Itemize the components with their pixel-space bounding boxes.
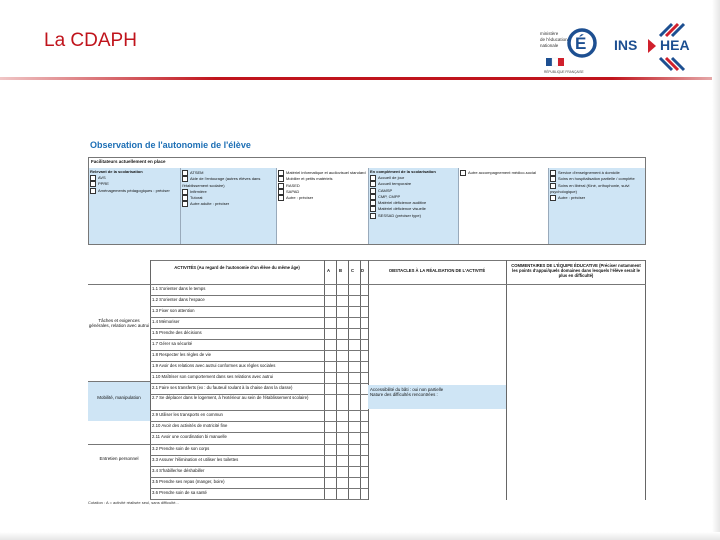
group-label-mobilite: Mobilité, manipulation [88,381,150,421]
facil-col-head: Relevant de la scolarisation [90,169,143,174]
facil-item: Soins en libéral (Kiné, orthophonie, suivi psychologique) [550,182,630,194]
activity-row: 1.10 Maîtriser son comportement dans ses relations avec autrui [152,374,274,379]
activity-row: 1.8 Respecter les règles de vie [152,352,211,357]
grid-line [150,328,368,329]
checkbox[interactable] [370,188,376,194]
grid-line [645,260,646,500]
activity-row: 1.3 Fixer son attention [152,308,195,313]
checkbox[interactable] [370,175,376,181]
facil-col-6 [549,168,645,244]
checkbox[interactable] [90,175,96,181]
facil-item: Mobilier et petits matériels [277,176,368,182]
checkbox[interactable] [278,176,284,182]
grid-line [368,260,369,500]
activity-row: 2.7 Se déplacer dans le logement, à l'extérieur au sein de l'établissement scolaire) [152,395,309,400]
facil-item: Tutorat [181,195,276,201]
accessibility-nature: Nature des difficultés rencontrées : [370,392,438,397]
grid-line [336,260,337,500]
facil-item: Soins en hospitalisation partielle / complète [549,176,645,182]
facil-item: Matériel informatique et audiovisuel standard [277,170,368,176]
checkbox[interactable] [370,181,376,187]
facilitateurs-title: Facilitateurs actuellement en place [91,159,166,164]
inshea-text-2: HEA [660,37,690,53]
inshea-logo [610,18,710,72]
commentaires-header: COMMENTAIRES DE L'ÉQUIPE ÉDUCATIVE (Préciser notamment les points d'appui/quels domaines dans lesquels l'élève serait le plus en difficulté) [511,263,641,278]
grid-line [150,284,368,285]
inshea-text-1: INS [614,37,638,53]
grid-line [348,260,349,500]
checkbox[interactable] [182,176,188,182]
grid-line [324,260,325,500]
activity-row: 3.4 S'habiller/se déshabiller [152,468,205,473]
checkbox[interactable] [278,189,284,195]
checkbox[interactable] [182,189,188,195]
grid-line [150,499,368,500]
obstacles-header: OBSTACLES À LA RÉALISATION DE L'ACTIVITÉ [388,268,486,273]
activities-grid [88,260,646,500]
facil-item: Infirmière [181,189,276,195]
activity-row: 1.5 Prendre des décisions [152,330,202,335]
grid-line [150,260,151,500]
checkbox[interactable] [278,170,284,176]
checkbox[interactable] [90,188,96,194]
grid-line [88,444,150,445]
activity-row: 3.2 Prendre soin de son corps [152,446,210,451]
facil-item: CAMSP [369,188,458,194]
checkbox[interactable] [278,195,284,201]
observation-document [88,140,648,505]
checkbox[interactable] [182,201,188,207]
accessibility-label: Accessibilité du bâti : oui non partielle [370,387,444,392]
grid-line [150,432,368,433]
slide-title: La CDAPH [44,30,137,51]
grid-line [150,372,368,373]
checkbox[interactable] [550,183,556,189]
checkbox[interactable] [370,206,376,212]
facil-col-2 [181,168,277,244]
facil-item: CMP, CMPP [369,194,458,200]
facil-item: Aide de l'entourage (autres élèves dans l'établissement scolaire) [182,176,261,188]
facil-item: PPRE [89,181,180,187]
checkbox[interactable] [370,194,376,200]
facil-item: Autre : préciser [549,195,645,201]
facil-item: Aménagements pédagogiques : préciser [89,188,180,194]
facil-item: AVS [89,175,180,181]
activity-row: 2.10 Avoir des activités de motricité fine [152,423,228,428]
checkbox[interactable] [182,195,188,201]
grid-line [368,284,646,285]
facil-col-5 [459,168,549,244]
grid-line [150,306,368,307]
facil-item: ATSEM [181,170,276,176]
checkbox[interactable] [460,170,466,176]
facilitateurs-box [88,157,646,245]
grid-line [360,260,361,500]
checkbox[interactable] [370,200,376,206]
col-a-header: A [327,268,331,273]
activity-row: 2.11 Avoir une coordination bi manuelle [152,434,227,439]
checkbox[interactable] [550,170,556,176]
col-b-header: B [339,268,343,273]
grid-line [88,381,150,382]
facil-item: SAPAD [277,189,368,195]
ministere-logo [540,24,618,76]
facil-col-head: En complément de la scolarisation [370,169,436,174]
ministere-line-3: nationale [540,43,559,48]
facil-item: Matériel déficience visuelle [369,206,458,212]
slide-shadow [712,0,720,540]
grid-line [150,488,368,489]
grid-line [150,383,368,384]
group-label-entretien: Entretien personnel [99,456,139,461]
activity-row: 1.4 Mémoriser [152,319,180,324]
grid-line [150,421,368,422]
grid-line [150,260,646,261]
checkbox[interactable] [90,181,96,187]
grid-line [150,394,368,395]
activity-row: 3.3 Assurer l'élimination et utiliser les toilettes [152,457,239,462]
grid-line [150,361,368,362]
ministere-line-2: de l'éducation [540,37,568,42]
slide-shadow [0,532,720,540]
grid-line [150,466,368,467]
facil-col-4 [369,168,459,244]
checkbox[interactable] [550,176,556,182]
svg-text:É: É [575,34,587,53]
grid-line [150,455,368,456]
ministere-sub: RÉPUBLIQUE FRANÇAISE [544,70,584,74]
grid-line [150,350,368,351]
grid-line [150,444,368,445]
ministere-line-1: ministère [540,31,559,36]
grid-line [150,410,368,411]
facil-item: SESSAD (préciser type) [369,213,458,219]
grid-line [506,260,507,500]
activity-row: 1.9 Avoir des relations avec autrui conformes aux règles sociales [152,363,276,368]
grid-line [150,477,368,478]
cotation-footnote: Cotation : A = activité réalisée seul, sans difficulté... [88,500,179,505]
checkbox[interactable] [550,195,556,201]
col-c-header: C [351,268,355,273]
activities-header: ACTIVITÉS (Au regard de l'autonomie d'un élève du même âge) [174,265,300,270]
activity-row: 2.9 Utiliser les transports en commun [152,412,223,417]
facil-item: Autre : préciser [277,195,368,201]
checkbox[interactable] [370,213,376,219]
facil-item: Accueil de jour [369,175,458,181]
grid-line [150,295,368,296]
activity-row: 1.1 S'orienter dans le temps [152,286,206,291]
facil-item: Autre accompagnement médico-social [459,170,548,176]
checkbox[interactable] [182,170,188,176]
col-d-header: D [361,268,365,273]
facil-col-1 [89,168,181,244]
accessibility-box [368,385,506,409]
facil-item: Service d'enseignement à domicile [549,170,645,176]
activity-row: 3.5 Prendre ses repas (manger, boire) [152,479,225,484]
activity-row: 3.6 Prendre soin de sa santé [152,490,207,495]
activity-row: 1.2 S'orienter dans l'espace [152,297,205,302]
activity-row: 2.1 Faire ses transferts (ex : du fauteuil roulant à la chaise dans la classe) [152,385,293,390]
facil-item: Matériel déficience auditive [369,200,458,206]
facil-col-3 [277,168,369,244]
grid-line [150,339,368,340]
group-label-taches: Tâches et exigences générales, relation avec autrui [88,318,150,328]
header-divider [0,77,720,80]
facil-item: Autre adulte : préciser [181,201,276,207]
grid-line [150,317,368,318]
document-title: Observation de l'autonomie de l'élève [90,140,251,150]
facil-item: Accueil temporaire [369,181,458,187]
activity-row: 1.7 Gérer sa sécurité [152,341,193,346]
grid-line [88,284,150,285]
facil-item: RASED [277,183,368,189]
checkbox[interactable] [278,183,284,189]
